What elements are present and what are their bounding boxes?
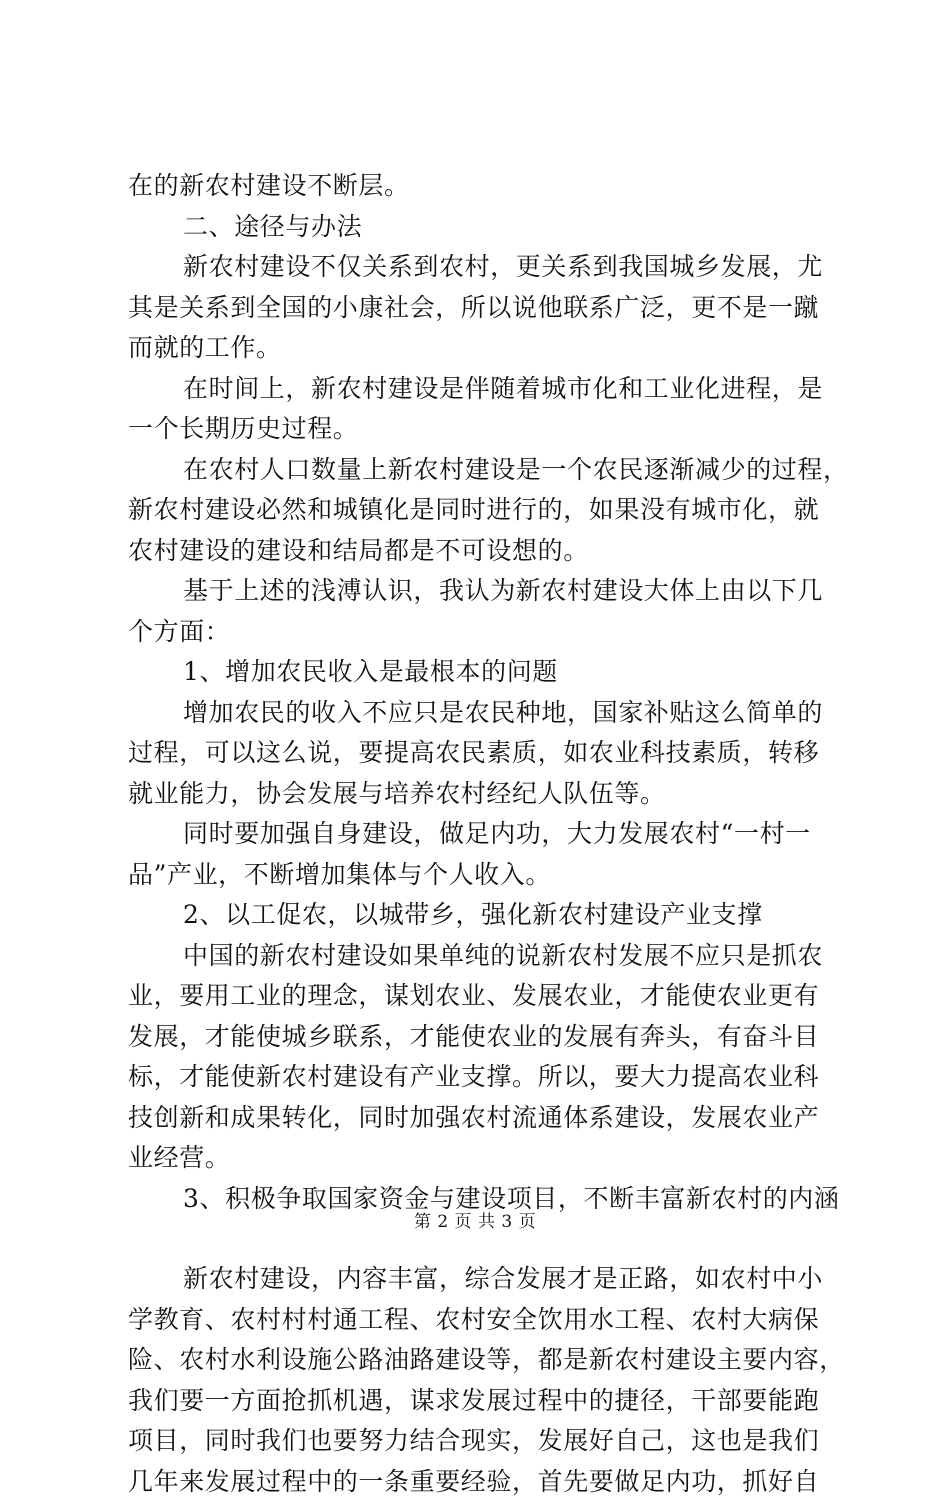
text-line: 几年来发展过程中的一条重要经验，首先要做足内功，抓好自 <box>128 1462 840 1502</box>
text-line: 在的新农村建设不断层。 <box>128 166 840 207</box>
text-line: 一个长期历史过程。 <box>128 409 840 450</box>
text-line: 在时间上，新农村建设是伴随着城市化和工业化进程，是 <box>128 369 840 410</box>
subsection-heading: 2、以工促农，以城带乡，强化新农村建设产业支撑 <box>128 895 840 936</box>
subsection-heading: 3、积极争取国家资金与建设项目，不断丰富新农村的内涵 <box>128 1179 840 1220</box>
text-line: 业经营。 <box>128 1138 840 1179</box>
text-line: 新农村建设必然和城镇化是同时进行的，如果没有城市化，就 <box>128 490 840 531</box>
page-number-footer: 第 2 页 共 3 页 <box>0 1210 950 1234</box>
text-line: 品”产业，不断增加集体与个人收入。 <box>128 855 840 896</box>
text-line: 增加农民的收入不应只是农民种地，国家补贴这么简单的 <box>128 693 840 734</box>
text-line: 而就的工作。 <box>128 328 840 369</box>
text-line: 业，要用工业的理念，谋划农业、发展农业，才能使农业更有 <box>128 976 840 1017</box>
text-line: 项目，同时我们也要努力结合现实，发展好自己，这也是我们 <box>128 1421 840 1462</box>
text-line: 标，才能使新农村建设有产业支撑。所以，要大力提高农业科 <box>128 1057 840 1098</box>
subsection-heading: 1、增加农民收入是最根本的问题 <box>128 652 840 693</box>
text-line: 在农村人口数量上新农村建设是一个农民逐渐减少的过程， <box>128 450 840 491</box>
text-line: 新农村建设不仅关系到农村，更关系到我国城乡发展，尤 <box>128 247 840 288</box>
text-line: 技创新和成果转化，同时加强农村流通体系建设，发展农业产 <box>128 1098 840 1139</box>
text-line: 基于上述的浅溥认识，我认为新农村建设大体上由以下几 <box>128 571 840 612</box>
text-line: 其是关系到全国的小康社会，所以说他联系广泛，更不是一蹴 <box>128 288 840 329</box>
text-line: 我们要一方面抢抓机遇，谋求发展过程中的捷径，干部要能跑 <box>128 1381 840 1422</box>
text-line: 农村建设的建设和结局都是不可设想的。 <box>128 531 840 572</box>
text-line: 同时要加强自身建设，做足内功，大力发展农村“一村一 <box>128 814 840 855</box>
text-line: 新农村建设，内容丰富，综合发展才是正路，如农村中小 <box>128 1259 840 1300</box>
text-line: 学教育、农村村村通工程、农村安全饮用水工程、农村大病保 <box>128 1300 840 1341</box>
body-text <box>128 166 840 1502</box>
text-line: 中国的新农村建设如果单纯的说新农村发展不应只是抓农 <box>128 936 840 977</box>
text-line: 就业能力，协会发展与培养农村经纪人队伍等。 <box>128 774 840 815</box>
text-line: 过程，可以这么说，要提高农民素质，如农业科技素质，转移 <box>128 733 840 774</box>
text-line: 险、农村水利设施公路油路建设等，都是新农村建设主要内容， <box>128 1340 840 1381</box>
section-heading: 二、途径与办法 <box>128 207 840 248</box>
text-line: 发展，才能使城乡联系，才能使农业的发展有奔头，有奋斗目 <box>128 1017 840 1058</box>
text-line: 个方面： <box>128 612 840 653</box>
